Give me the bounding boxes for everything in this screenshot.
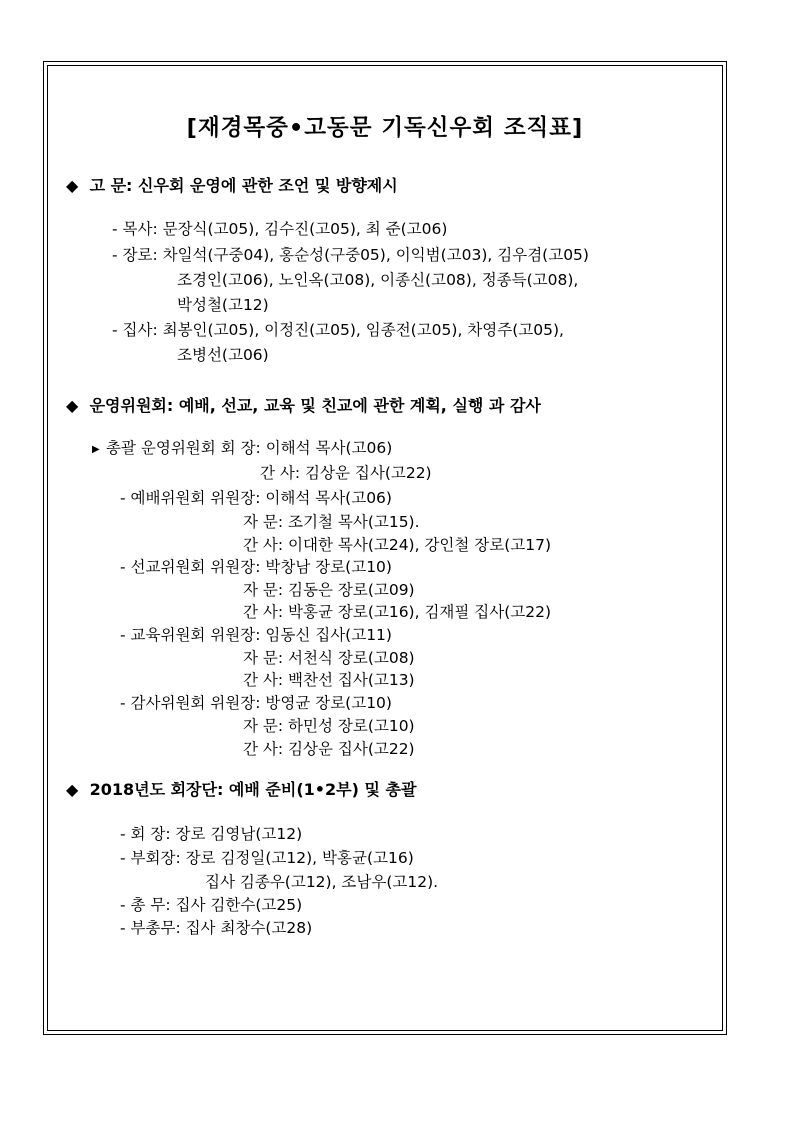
section-advisors-heading xyxy=(66,176,398,196)
president-line: - 회 장: 장로 김영남(고12) xyxy=(120,825,303,843)
mission-committee-chair-line: - 선교위원회 위원장: 박창남 장로(고10) xyxy=(120,558,392,576)
worship-committee-chair-line: - 예배위원회 위원장: 이해석 목사(고06) xyxy=(120,489,392,507)
section-leadership-heading xyxy=(66,780,416,800)
education-committee-advisor-line: 자 문: 서천식 장로(고08) xyxy=(243,649,415,667)
advisor-deacons-line-cont: 조병선(고06) xyxy=(177,346,269,364)
document-title: [재경목중•고동문 기독신우회 조직표] xyxy=(186,115,584,141)
diamond-bullet-icon: ◆ xyxy=(66,396,79,415)
vice-secretary-line: - 부총무: 집사 최창수(고28) xyxy=(120,919,313,937)
advisor-deacons-line: - 집사: 최봉인(고05), 이정진(고05), 임종전(고05), 차영주(고05), xyxy=(112,321,564,339)
section-committee-heading xyxy=(66,396,541,416)
triangle-bullet-icon: ▶ xyxy=(92,444,100,455)
audit-committee-chair-line: - 감사위원회 위원장: 방영균 장로(고10) xyxy=(120,694,392,712)
advisor-elders-line-cont: 박성철(고12) xyxy=(177,296,269,314)
vice-president-line: - 부회장: 장로 김정일(고12), 박홍균(고16) xyxy=(120,849,414,867)
advisor-elders-line: - 장로: 차일석(구중04), 홍순성(구중05), 이익범(고03), 김우겸(고05) xyxy=(112,246,589,264)
education-committee-chair-line: - 교육위원회 위원장: 임동신 집사(고11) xyxy=(120,626,392,644)
general-committee-chair-line: ▶ 총괄 운영위원회 회 장: 이해석 목사(고06) xyxy=(92,438,392,460)
section-heading-text: 2018년도 회장단: 예배 준비(1•2부) 및 총괄 xyxy=(89,780,417,799)
section-heading-text: 운영위원회: 예배, 선교, 교육 및 친교에 관한 계획, 실행 과 감사 xyxy=(89,396,541,415)
general-secretary-line: - 총 무: 집사 김한수(고25) xyxy=(120,896,303,914)
advisor-elders-line-cont: 조경인(고06), 노인옥(고08), 이종신(고08), 정종득(고08), xyxy=(177,271,579,289)
education-committee-secretary-line: 간 사: 백찬선 집사(고13) xyxy=(243,671,415,689)
worship-committee-advisor-line: 자 문: 조기철 목사(고15). xyxy=(243,513,420,531)
audit-committee-secretary-line: 간 사: 김상운 집사(고22) xyxy=(243,740,415,758)
vice-president-line-cont: 집사 김종우(고12), 조남우(고12). xyxy=(205,873,439,891)
section-heading-text: 고 문: 신우회 운영에 관한 조언 및 방향제시 xyxy=(89,176,398,195)
diamond-bullet-icon: ◆ xyxy=(66,176,79,195)
advisor-pastors-line: - 목사: 문장식(고05), 김수진(고05), 최 준(고06) xyxy=(112,220,448,238)
audit-committee-advisor-line: 자 문: 하민성 장로(고10) xyxy=(243,717,415,735)
worship-committee-secretary-line: 간 사: 이대한 목사(고24), 강인철 장로(고17) xyxy=(243,536,552,554)
mission-committee-advisor-line: 자 문: 김동은 장로(고09) xyxy=(243,581,415,599)
general-committee-secretary-line: 간 사: 김상운 집사(고22) xyxy=(260,464,432,482)
mission-committee-secretary-line: 간 사: 박홍균 장로(고16), 김재필 집사(고22) xyxy=(243,603,552,621)
diamond-bullet-icon: ◆ xyxy=(66,780,79,799)
